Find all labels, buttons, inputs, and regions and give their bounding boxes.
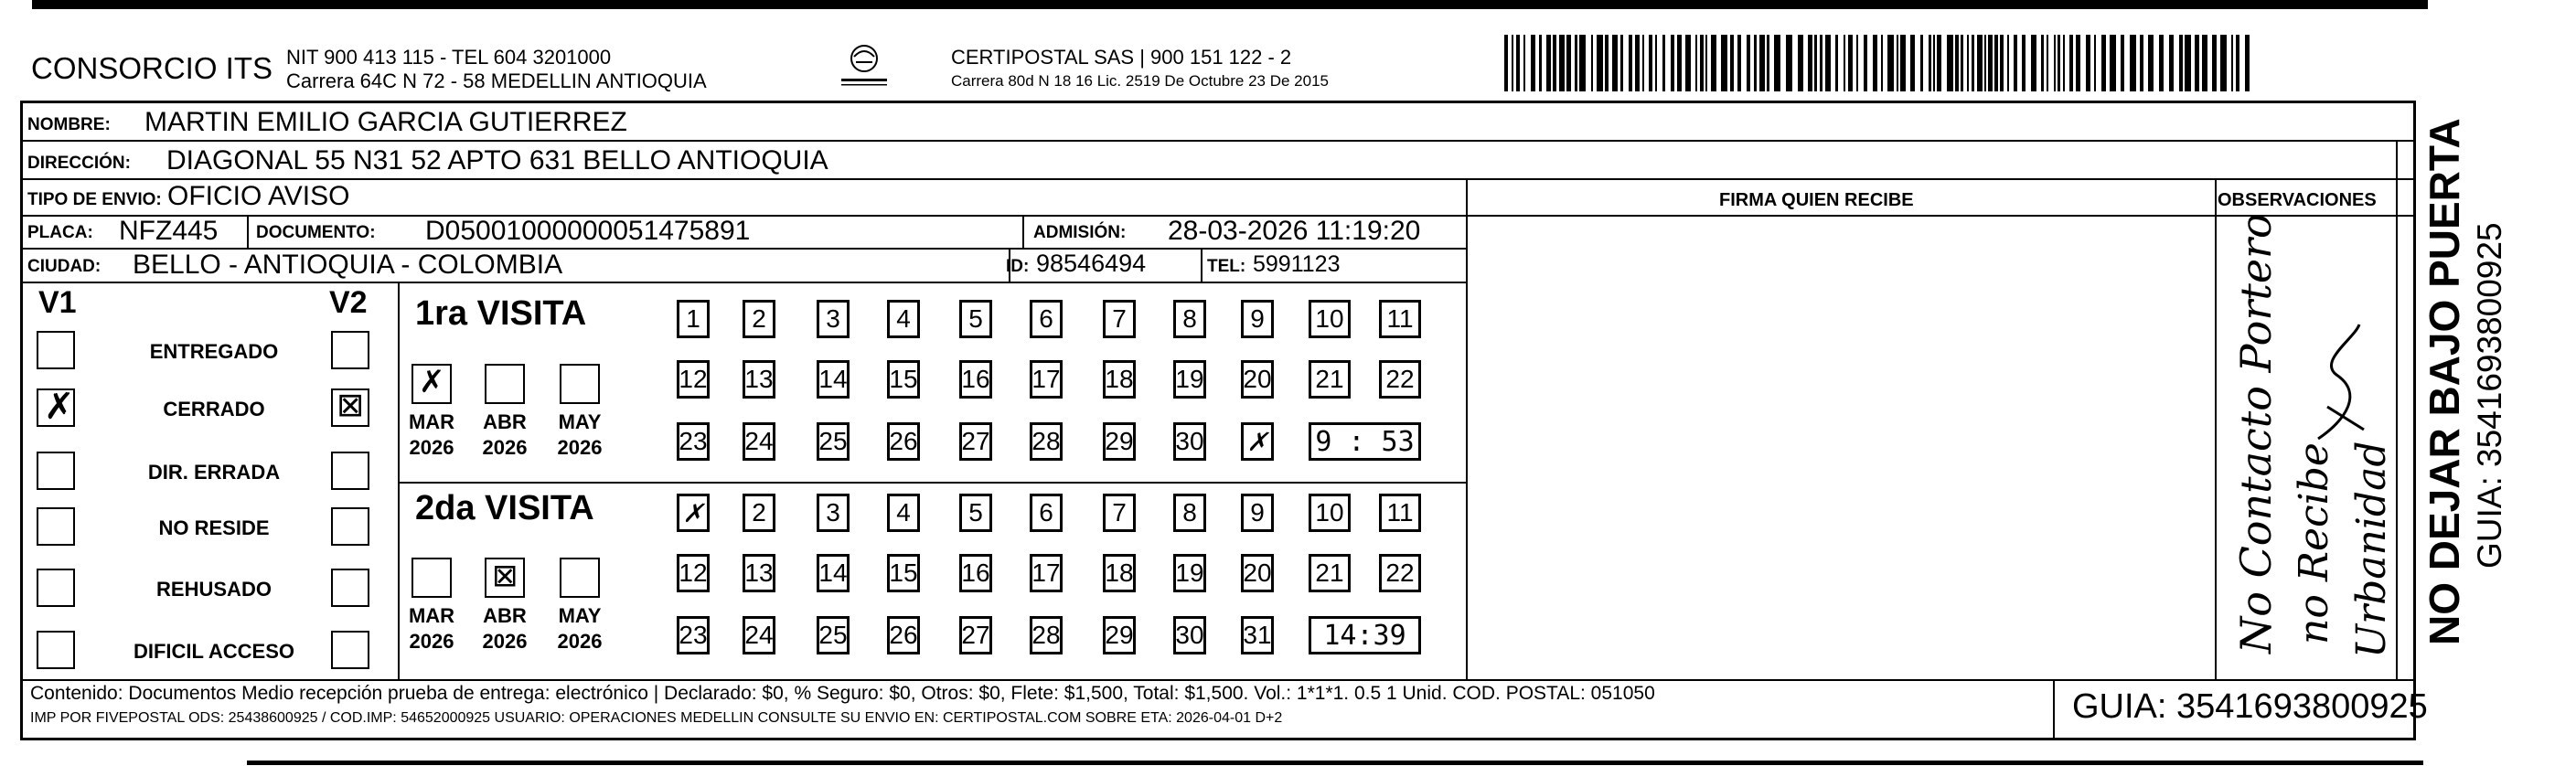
footer-guia: GUIA: 3541693800925 (2072, 687, 2428, 726)
firma-label: FIRMA QUIEN RECIBE (1719, 190, 1914, 210)
nombre-label: NOMBRE: (27, 115, 111, 134)
certipostal-line2: Carrera 80d N 18 16 Lic. 2519 De Octubre 23 De 2015 (951, 72, 1329, 90)
barcode-bar (1635, 35, 1640, 91)
month-checkbox-may[interactable] (560, 364, 600, 404)
barcode-bar (1685, 35, 1691, 91)
day-box-26[interactable]: 26 (887, 616, 920, 654)
label-frame (20, 101, 2416, 740)
month-checkbox-may[interactable] (560, 558, 600, 598)
month-name: ABR (483, 410, 527, 433)
day-box-8[interactable]: 8 (1173, 494, 1206, 532)
month-year: 2026 (557, 436, 603, 459)
barcode (1504, 35, 2254, 91)
day-box-1[interactable]: 1 (677, 300, 710, 338)
barcode-bar (1677, 35, 1682, 91)
barcode-bar (1844, 35, 1845, 91)
day-box-5[interactable]: 5 (959, 494, 992, 532)
reason-label: ENTREGADO (149, 340, 279, 363)
day-box-1[interactable]: ✗ (677, 494, 710, 532)
company-address: Carrera 64C N 72 - 58 MEDELLIN ANTIOQUIA (286, 69, 707, 92)
month-year: 2026 (557, 630, 603, 653)
v2-label: V2 (329, 285, 368, 320)
reason-label: CERRADO (163, 398, 265, 420)
day-box-3[interactable]: 3 (817, 494, 850, 532)
day-box-10[interactable]: 10 (1309, 300, 1351, 338)
barcode-bar (1759, 35, 1765, 91)
day-box-18[interactable]: 18 (1103, 360, 1136, 399)
checkbox-v2-no-reside[interactable] (331, 507, 369, 546)
day-box-6[interactable]: 6 (1030, 494, 1063, 532)
signature-scribble (2309, 320, 2373, 448)
observaciones-handwriting-2: no Recibe (2291, 442, 2337, 644)
day-box-15[interactable]: 15 (887, 554, 920, 592)
day-box-30[interactable]: 30 (1173, 422, 1206, 461)
day-box-13[interactable]: 13 (743, 554, 775, 592)
barcode-bar (1620, 35, 1623, 91)
month-checkbox-abr[interactable] (485, 364, 525, 404)
barcode-bar (1575, 35, 1577, 91)
bottom-border (247, 761, 2423, 765)
admision-value: 28-03-2026 11:19:20 (1168, 216, 1421, 246)
barcode-bar (1705, 35, 1707, 91)
day-box-9[interactable]: 9 (1241, 300, 1274, 338)
barcode-bar (1695, 35, 1697, 91)
reason-label: DIFICIL ACCESO (133, 640, 294, 663)
barcode-bar (1767, 35, 1769, 91)
day-box-9[interactable]: 9 (1241, 494, 1274, 532)
checkbox-v1-cerrado[interactable] (37, 388, 75, 427)
barcode-bar (2236, 35, 2239, 91)
admision-label: ADMISIÓN: (1033, 223, 1127, 242)
documento-value: D05001000000051475891 (425, 216, 751, 246)
barcode-bar (2086, 35, 2090, 91)
barcode-bar (1820, 35, 1822, 91)
day-box-31[interactable]: ✗ (1241, 422, 1274, 461)
barcode-bar (1887, 35, 1894, 91)
barcode-bar (1825, 35, 1831, 91)
day-box-19[interactable]: 19 (1173, 360, 1206, 399)
barcode-bar (1994, 35, 1998, 91)
barcode-bar (2031, 35, 2036, 91)
month-year: 2026 (409, 630, 454, 653)
barcode-bar (1523, 35, 1525, 91)
barcode-bar (1929, 35, 1931, 91)
barcode-bar (1947, 35, 1953, 91)
checkbox-v1-rehusado[interactable] (37, 569, 75, 607)
barcode-bar (1579, 35, 1586, 91)
barcode-bar (1808, 35, 1812, 91)
checkbox-v2-entregado[interactable] (331, 331, 369, 369)
barcode-bar (1798, 35, 1803, 91)
barcode-bar (2101, 35, 2106, 91)
barcode-bar (2148, 35, 2154, 91)
barcode-bar (1737, 35, 1741, 91)
barcode-bar (2076, 35, 2080, 91)
month-name: ABR (483, 604, 527, 627)
barcode-bar (2185, 35, 2191, 91)
time-box[interactable]: 9 : 53 (1309, 422, 1421, 461)
logo-icon (823, 38, 905, 93)
day-box-20[interactable]: 20 (1241, 554, 1274, 592)
day-box-31[interactable]: 31 (1241, 616, 1274, 654)
day-box-20[interactable]: 20 (1241, 360, 1274, 399)
day-box-18[interactable]: 18 (1103, 554, 1136, 592)
barcode-bar (1933, 35, 1935, 91)
barcode-bar (1900, 35, 1906, 91)
ciudad-label: CIUDAD: (27, 257, 102, 276)
barcode-bar (1629, 35, 1632, 91)
checkbox-v2-dir-errada[interactable] (331, 452, 369, 490)
barcode-bar (1747, 35, 1750, 91)
day-box-17[interactable]: 17 (1030, 554, 1063, 592)
reason-label: REHUSADO (156, 578, 272, 601)
ciudad-value: BELLO - ANTIOQUIA - COLOMBIA (133, 250, 563, 280)
top-border (32, 0, 2428, 9)
month-name: MAY (558, 604, 602, 627)
day-box-13[interactable]: 13 (743, 360, 775, 399)
barcode-bar (1881, 35, 1883, 91)
barcode-bar (2140, 35, 2143, 91)
month-label (404, 410, 459, 461)
tel-label: TEL: (1207, 257, 1246, 276)
month-label (477, 410, 532, 461)
visit2-title: 2da VISITA (415, 489, 594, 527)
placa-value: NFZ445 (119, 216, 219, 246)
barcode-bar (2054, 35, 2056, 91)
day-box-24[interactable]: 24 (743, 616, 775, 654)
day-box-3[interactable]: 3 (817, 300, 850, 338)
barcode-bar (2000, 35, 2004, 91)
barcode-bar (1961, 35, 1963, 91)
day-box-28[interactable]: 28 (1030, 616, 1063, 654)
company-name: CONSORCIO ITS (31, 51, 273, 85)
day-box-7[interactable]: 7 (1103, 494, 1136, 532)
day-box-16[interactable]: 16 (959, 360, 992, 399)
day-box-15[interactable]: 15 (887, 360, 920, 399)
barcode-bar (1873, 35, 1877, 91)
certipostal-line1: CERTIPOSTAL SAS | 900 151 122 - 2 (951, 46, 1292, 69)
day-box-5[interactable]: 5 (959, 300, 992, 338)
barcode-bar (1972, 35, 1974, 91)
day-box-10[interactable]: 10 (1309, 494, 1351, 532)
barcode-bar (2220, 35, 2227, 91)
barcode-bar (2069, 35, 2073, 91)
documento-label: DOCUMENTO: (256, 223, 376, 242)
barcode-bar (2130, 35, 2136, 91)
barcode-bar (2110, 35, 2116, 91)
month-label (477, 603, 532, 654)
barcode-bar (1605, 35, 1609, 91)
barcode-bar (1597, 35, 1603, 91)
month-label (552, 410, 607, 461)
barcode-bar (1967, 35, 1969, 91)
barcode-bar (1897, 35, 1898, 91)
barcode-bar (1671, 35, 1674, 91)
day-box-29[interactable]: 29 (1103, 422, 1136, 461)
barcode-bar (2169, 35, 2174, 91)
barcode-bar (1920, 35, 1923, 91)
check-mark-v1: ✗ (44, 386, 75, 428)
company-nit: NIT 900 413 115 - TEL 604 3201000 (286, 46, 612, 69)
checkbox-v1-entregado[interactable] (37, 331, 75, 369)
day-box-30[interactable]: 30 (1173, 616, 1206, 654)
day-box-7[interactable]: 7 (1103, 300, 1136, 338)
day-box-25[interactable]: 25 (817, 422, 850, 461)
barcode-bar (2231, 35, 2233, 91)
checkbox-v2-cerrado[interactable] (331, 388, 369, 427)
day-box-28[interactable]: 28 (1030, 422, 1063, 461)
barcode-bar (1531, 35, 1535, 91)
barcode-bar (1774, 35, 1780, 91)
barcode-bar (1730, 35, 1734, 91)
barcode-bar (1835, 35, 1838, 91)
month-checkbox-abr[interactable] (485, 558, 525, 598)
month-year: 2026 (409, 436, 454, 459)
direccion-value: DIAGONAL 55 N31 52 APTO 631 BELLO ANTIOQUIA (166, 145, 828, 176)
barcode-bar (2007, 35, 2009, 91)
day-box-2[interactable]: 2 (743, 494, 775, 532)
day-box-16[interactable]: 16 (959, 554, 992, 592)
day-box-22[interactable]: 22 (1379, 360, 1421, 399)
barcode-bar (1856, 35, 1858, 91)
month-name: MAY (558, 410, 602, 433)
day-box-21[interactable]: 21 (1309, 360, 1351, 399)
barcode-bar (2202, 35, 2207, 91)
barcode-bar (2121, 35, 2124, 91)
barcode-bar (1814, 35, 1817, 91)
check-mark-v2: ⊠ (337, 387, 365, 424)
barcode-bar (1546, 35, 1551, 91)
barcode-bar (1711, 35, 1716, 91)
barcode-bar (1591, 35, 1593, 91)
checkbox-v2-dificil-acceso[interactable] (331, 631, 369, 669)
placa-label: PLACA: (27, 223, 93, 242)
barcode-bar (1988, 35, 1993, 91)
barcode-bar (1955, 35, 1959, 91)
barcode-bar (1655, 35, 1657, 91)
barcode-bar (2195, 35, 2199, 91)
barcode-bar (2014, 35, 2017, 91)
day-box-6[interactable]: 6 (1030, 300, 1063, 338)
month-name: MAR (408, 410, 455, 433)
v1-label: V1 (38, 285, 77, 320)
reason-label: DIR. ERRADA (147, 461, 281, 484)
barcode-bar (2245, 35, 2250, 91)
day-box-23[interactable]: 23 (677, 616, 710, 654)
barcode-bar (2159, 35, 2164, 91)
check-mark: ⊠ (492, 558, 518, 594)
barcode-bar (1649, 35, 1652, 91)
day-box-25[interactable]: 25 (817, 616, 850, 654)
barcode-bar (2058, 35, 2060, 91)
visit1-title: 1ra VISITA (415, 294, 587, 333)
id-value: 98546494 (1036, 250, 1147, 277)
month-name: MAR (408, 604, 455, 627)
barcode-bar (1566, 35, 1571, 91)
footer-contenido: Contenido: Documentos Medio recepción prueba de entrega: electrónico | Declarado: $0, % Seguro: $0, Otros: $0, Flete: $1,500, Total: $1,500. Vol.: 1*1*1. 0.5 1 Unid. COD. POSTAL: 051050 (30, 683, 1655, 704)
barcode-bar (2179, 35, 2183, 91)
tel-value: 5991123 (1253, 251, 1341, 277)
day-box-2[interactable]: 2 (743, 300, 775, 338)
tipo-envio-label: TIPO DE ENVIO: (27, 190, 162, 209)
barcode-bar (1984, 35, 1986, 91)
month-year: 2026 (482, 630, 528, 653)
barcode-bar (1553, 35, 1556, 91)
day-box-4[interactable]: 4 (887, 300, 920, 338)
id-label: ID: (1006, 257, 1030, 276)
month-year: 2026 (482, 436, 528, 459)
time-box[interactable]: 14:39 (1309, 616, 1421, 654)
month-checkbox-mar[interactable] (412, 558, 452, 598)
barcode-bar (1721, 35, 1727, 91)
day-box-8[interactable]: 8 (1173, 300, 1206, 338)
day-box-19[interactable]: 19 (1173, 554, 1206, 592)
day-box-22[interactable]: 22 (1379, 554, 1421, 592)
day-box-27[interactable]: 27 (959, 422, 992, 461)
checkbox-v1-no-reside[interactable] (37, 507, 75, 546)
day-box-14[interactable]: 14 (817, 554, 850, 592)
barcode-bar (2047, 35, 2048, 91)
day-box-21[interactable]: 21 (1309, 554, 1351, 592)
checkbox-v1-dir-errada[interactable] (37, 452, 75, 490)
observaciones-label: OBSERVACIONES (2218, 190, 2377, 210)
month-label (404, 603, 459, 654)
day-box-29[interactable]: 29 (1103, 616, 1136, 654)
direccion-label: DIRECCIÓN: (27, 154, 131, 173)
day-box-24[interactable]: 24 (743, 422, 775, 461)
no-dejar-bajo-puerta: NO DEJAR BAJO PUERTA (2421, 118, 2468, 645)
barcode-bar (2212, 35, 2217, 91)
certipostal-logo (823, 38, 905, 93)
day-box-26[interactable]: 26 (887, 422, 920, 461)
barcode-bar (1977, 35, 1983, 91)
barcode-bar (1937, 35, 1941, 91)
reason-label: NO RESIDE (158, 516, 270, 539)
day-box-11[interactable]: 11 (1379, 494, 1421, 532)
day-box-14[interactable]: 14 (817, 360, 850, 399)
barcode-bar (1910, 35, 1915, 91)
barcode-bar (1662, 35, 1665, 91)
barcode-bar (1786, 35, 1792, 91)
barcode-bar (1539, 35, 1542, 91)
barcode-bar (1848, 35, 1853, 91)
barcode-bar (2041, 35, 2044, 91)
checkbox-v2-rehusado[interactable] (331, 569, 369, 607)
day-box-12[interactable]: 12 (677, 360, 710, 399)
month-label (552, 603, 607, 654)
side-guia: GUIA: 3541693800925 (2471, 222, 2508, 569)
barcode-bar (1512, 35, 1513, 91)
barcode-bar (2094, 35, 2096, 91)
day-box-23[interactable]: 23 (677, 422, 710, 461)
nombre-value: MARTIN EMILIO GARCIA GUTIERREZ (144, 107, 627, 137)
tipo-envio-value: OFICIO AVISO (167, 181, 350, 211)
month-checkbox-mar[interactable] (412, 364, 452, 404)
observaciones-handwriting-1: No Contacto Portero (2231, 213, 2281, 654)
observaciones-handwriting-3: Urbanidad (2348, 441, 2395, 658)
barcode-bar (2063, 35, 2065, 91)
day-box-4[interactable]: 4 (887, 494, 920, 532)
barcode-bar (1700, 35, 1704, 91)
check-mark: ✗ (419, 364, 445, 400)
barcode-bar (1612, 35, 1618, 91)
barcode-bar (1642, 35, 1644, 91)
checkbox-v1-dificil-acceso[interactable] (37, 631, 75, 669)
day-box-12[interactable]: 12 (677, 554, 710, 592)
footer-impresion: IMP POR FIVEPOSTAL ODS: 25438600925 / COD.IMP: 54652000925 USUARIO: OPERACIONES MEDELLIN CONSULTE SU ENVIO EN: CERTIPOSTAL.COM SOBRE ETA: 2026-04-01 D+2 (30, 710, 1283, 726)
day-box-27[interactable]: 27 (959, 616, 992, 654)
day-box-11[interactable]: 11 (1379, 300, 1421, 338)
barcode-bar (1754, 35, 1757, 91)
day-box-17[interactable]: 17 (1030, 360, 1063, 399)
barcode-bar (2022, 35, 2026, 91)
barcode-bar (1516, 35, 1520, 91)
barcode-bar (1559, 35, 1565, 91)
barcode-bar (1864, 35, 1867, 91)
barcode-bar (1504, 35, 1508, 91)
